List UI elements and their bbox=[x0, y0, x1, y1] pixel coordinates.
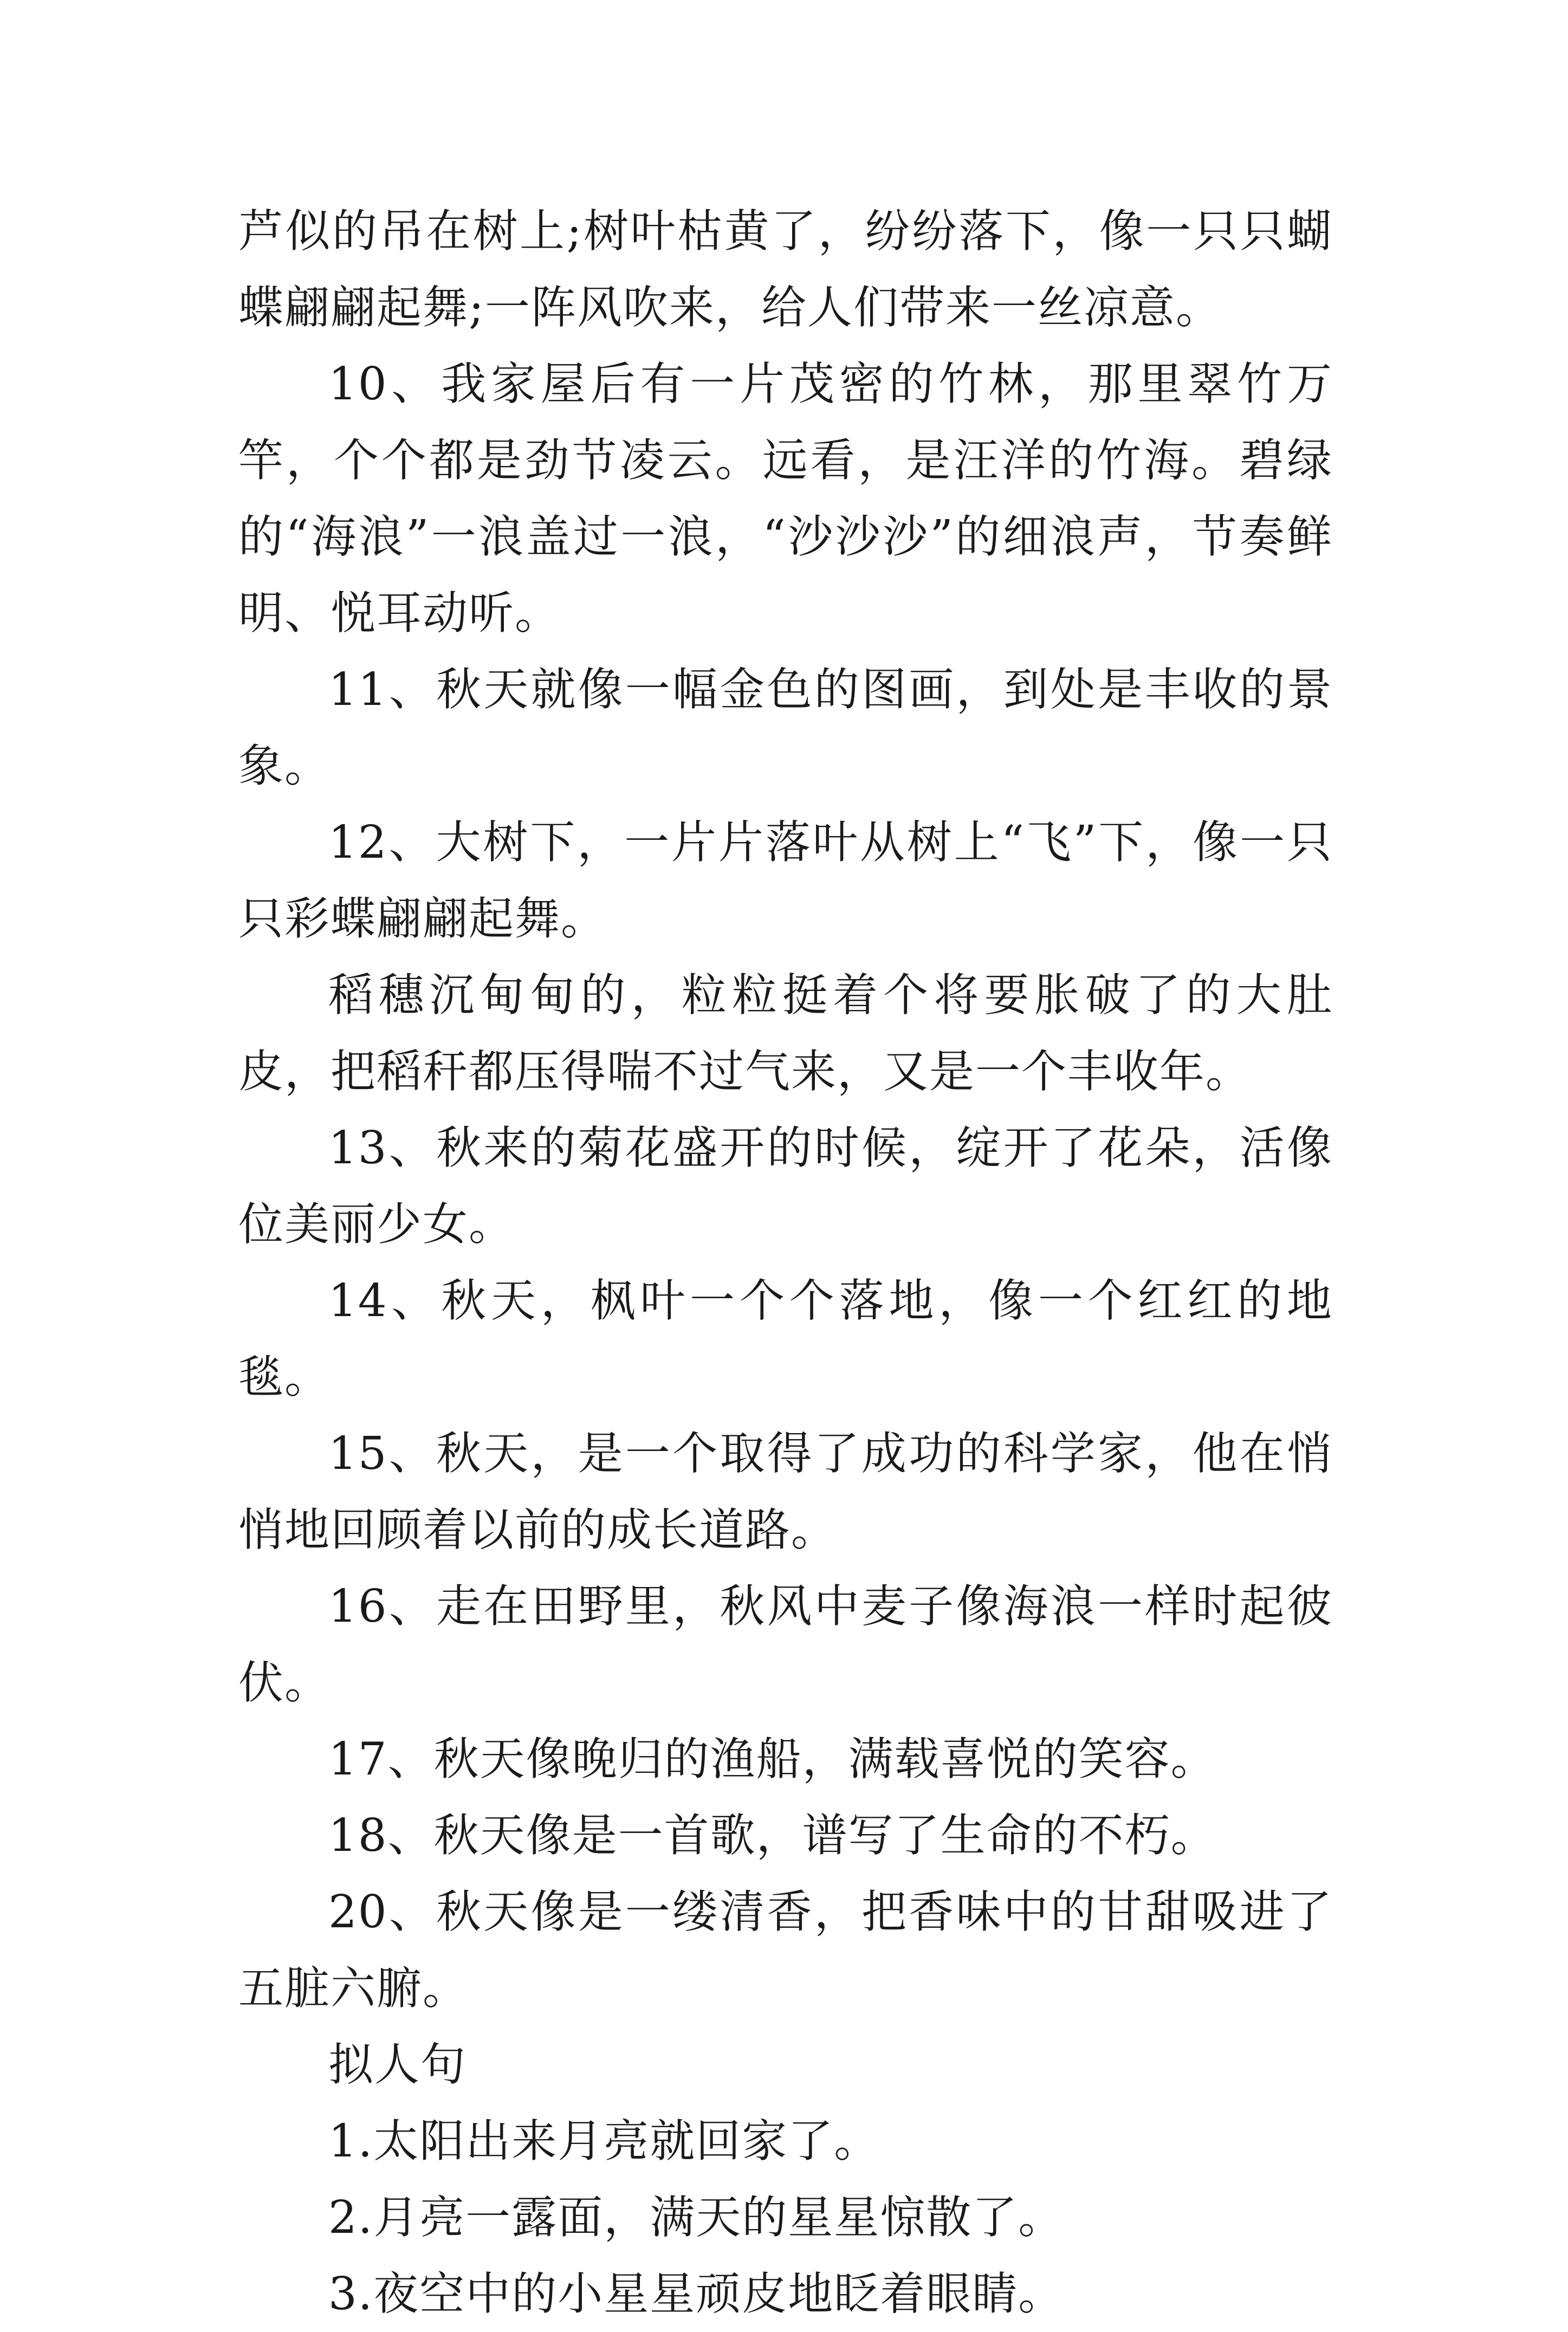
paragraph-item-14: 14、秋天，枫叶一个个落地，像一个红红的地毯。 bbox=[238, 1274, 1333, 1403]
paragraph-item-10: 10、我家屋后有一片茂密的竹林，那里翠竹万竿，个个都是劲节凌云。远看，是汪洋的竹海。碧绿的“海浪”一浪盖过一浪，“沙沙沙”的细浪声，节奏鲜明、悦耳动听。 bbox=[238, 358, 1333, 639]
paragraph-continuation: 芦似的吊在树上;树叶枯黄了，纷纷落下，像一只只蝴蝶翩翩起舞;一阵风吹来，给人们带来一丝凉意。 bbox=[238, 205, 1333, 334]
paragraph-item-18: 18、秋天像是一首歌，谱写了生命的不朽。 bbox=[328, 1809, 1217, 1862]
document-body bbox=[238, 193, 1333, 2332]
paragraph-item-11: 11、秋天就像一幅金色的图画，到处是丰收的景象。 bbox=[238, 663, 1333, 792]
paragraph-rice-ears: 稻穗沉甸甸的，粒粒挺着个将要胀破了的大肚皮，把稻秆都压得喘不过气来，又是一个丰收年。 bbox=[238, 969, 1333, 1098]
paragraph-item-16: 16、走在田野里，秋风中麦子像海浪一样时起彼伏。 bbox=[238, 1580, 1333, 1709]
list-item-personification-3: 3.夜空中的小星星顽皮地眨着眼睛。 bbox=[328, 2268, 1065, 2320]
section-heading-personification: 拟人句 bbox=[328, 2038, 466, 2091]
paragraph-item-13: 13、秋来的菊花盛开的时候，绽开了花朵，活像位美丽少女。 bbox=[238, 1122, 1333, 1251]
paragraph-item-17: 17、秋天像晚归的渔船，满载喜悦的笑容。 bbox=[328, 1733, 1217, 1785]
list-item-personification-1: 1.太阳出来月亮就回家了。 bbox=[328, 2115, 880, 2167]
list-item-personification-2: 2.月亮一露面，满天的星星惊散了。 bbox=[328, 2191, 1065, 2244]
paragraph-item-20: 20、秋天像是一缕清香，把香味中的甘甜吸进了五脏六腑。 bbox=[238, 1886, 1333, 2014]
paragraph-item-12: 12、大树下，一片片落叶从树上“飞”下，像一只只彩蝶翩翩起舞。 bbox=[238, 816, 1333, 945]
paragraph-item-15: 15、秋天，是一个取得了成功的科学家，他在悄悄地回顾着以前的成长道路。 bbox=[238, 1427, 1333, 1556]
